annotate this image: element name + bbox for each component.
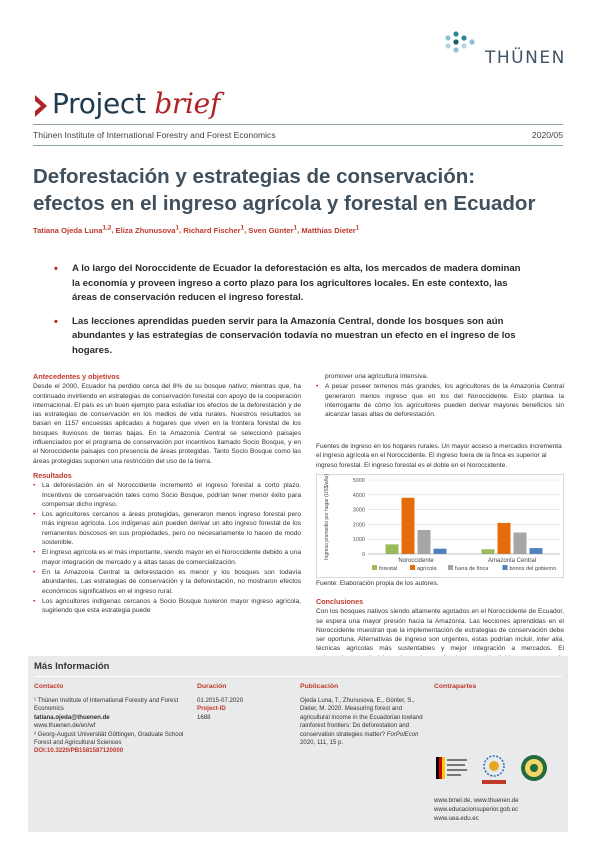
- legend-swatch: [410, 565, 415, 570]
- contact-email[interactable]: tatiana.ojeda@thuenen.de: [34, 713, 110, 721]
- header-rule: [33, 124, 563, 125]
- result-continuation: promover una agricultura intensiva.: [325, 373, 428, 380]
- footer-contact: [34, 683, 184, 754]
- publication-heading: Publicación: [300, 683, 339, 690]
- duration-heading: Duración: [197, 683, 227, 690]
- bar: [402, 498, 415, 554]
- brief-arrow-icon: [33, 95, 47, 117]
- y-tick-label: 2000: [352, 522, 365, 529]
- footer-publication: [300, 683, 424, 747]
- section-heading-conclusions: Conclusiones: [316, 597, 364, 606]
- conclusions-text-1: Con los bosques nativos siendo altamente agotados en el Noroccidente de Ecuador, se espera una mayor presión hacia la Amazonía. Las lecciones aprendidas en el Noroccidente muestran que la implementación de estrategias de conservación debe ser oportuna. Alternativas de ingreso son urgentes, estas podrían incluir,: [316, 608, 564, 644]
- author: Tatiana Ojeda Luna$^{1,2}$: [33, 224, 112, 235]
- publication-text: Ojeda Luna, T., Zhunusova, E., Günter, S., Dieter, M. 2020. Measuring forest and agricultural income in the Ecuadorian lowland rainforest frontiers: Do deforestation and conservation strategies matter? ForPolEcon 2020, 111, 15 p.: [300, 697, 423, 747]
- logo-dot: [453, 47, 458, 52]
- author: Matthias Dieter$^1$: [301, 224, 360, 235]
- conclusions-italic: inter alia: [536, 636, 563, 644]
- partner-link[interactable]: www.educacionsuperior.gob.ec: [434, 806, 519, 814]
- legend-label: forestal: [379, 566, 398, 572]
- footer-duration: [197, 683, 282, 722]
- section-heading-results: Resultados: [33, 470, 72, 480]
- y-tick-label: 1000: [352, 537, 365, 544]
- y-tick-label: 5000: [352, 478, 365, 484]
- logo-dot: [453, 31, 458, 36]
- author-list: Tatiana Ojeda Luna$^{1,2}$, Eliza Zhunusova$^1$, Richard Fischer$^1$, Sven Günter$^1$, Matthias Dieter$^1$: [33, 224, 360, 235]
- project-id-label: Project-ID: [197, 705, 226, 713]
- contact-doi[interactable]: DOI:10.3220/PB1581587120000: [34, 747, 124, 755]
- logo-dot: [445, 43, 450, 48]
- partner-link[interactable]: www.uea.edu.ec: [434, 815, 479, 823]
- title-line-1: Deforestación y estrategias de conservación:: [33, 165, 476, 188]
- senescyt-logo-icon: [482, 756, 506, 784]
- thuenen-logo-text: THÜNEN: [485, 48, 566, 68]
- bar: [498, 523, 511, 554]
- figure-source: Fuente: Elaboración propia de los autores.: [316, 580, 439, 587]
- bar: [530, 548, 543, 554]
- y-tick-label: 0: [361, 552, 365, 558]
- partner-link[interactable]: www.bmel.de, www.thuenen.de: [434, 797, 519, 804]
- thuenen-logo-dots: [444, 30, 484, 56]
- partner-logos: [434, 753, 558, 791]
- bar: [386, 544, 399, 554]
- legend-swatch: [372, 565, 377, 570]
- bar: [418, 530, 431, 554]
- institute-name: Thünen Institute of International Forestry and Forest Economics: [33, 130, 276, 140]
- y-axis-label: Ingreso promedio por hogar (US$/año): [324, 474, 330, 560]
- bar: [482, 549, 495, 554]
- key-point: • A lo largo del Noroccidente de Ecuador la deforestación es alta, los mercados de madera dominan la economía y proveen ingreso a corto plazo para los agricultores locales. En este contexto, las áreas de conservación reducen el ingreso forestal.: [54, 263, 521, 304]
- y-tick-label: 4000: [352, 492, 365, 499]
- series-prefix: Project: [52, 87, 146, 120]
- x-tick-label: Noroccidente: [398, 558, 434, 564]
- footer-rule: [34, 676, 562, 677]
- right-column: [316, 372, 564, 420]
- title-line-2: efectos en el ingreso agrícola y forestal en Ecuador: [33, 192, 536, 215]
- author: Eliza Zhunusova$^1$: [115, 224, 179, 235]
- x-tick-label: Amazonía Central: [487, 558, 537, 564]
- legend-label: agrícola: [417, 566, 437, 572]
- footer-title: Más Información: [34, 661, 110, 672]
- result-bullet: • Los agricultores indígenas cercanos a Socio Bosque tuvieron mayor ingreso agrícola, sugiriendo que esta estrategia puede: [33, 597, 301, 615]
- result-bullet: • A pesar poseer terrenos más grandes, los agricultores de la Amazonía Central generaron menos ingreso que en los del Noroccidente. Esto plantea la interrogante de cómo los agricultores pueden derivar mayores beneficios sin alcanzar tasas altas de deforestación.: [316, 383, 564, 419]
- logo-dot: [461, 35, 466, 40]
- result-bullet: • El ingreso agrícola es el más importante, siendo mayor en el Noroccidente debido a una mayor integración de mercado y a altas tasas de comercialización.: [33, 549, 301, 566]
- conclusions-text-2: , técnicas agrícolas más sustentables y mejor integración a mercados. El: [316, 636, 564, 653]
- contact-heading: Contacto: [34, 683, 64, 690]
- project-id: 1688: [197, 713, 211, 721]
- bmel-logo-icon: [436, 757, 467, 779]
- series-suffix: brief: [154, 87, 221, 120]
- background-text: Desde el 2000, Ecuador ha perdido cerca del 8% de su bosque nativo; mientras que, ha continuado invirtiendo en estrategias de conservación forestal con apoyo de la cooperación internacional. El país es un buen ejemplo para estudiar los efectos de la deforestación y de las estrategias de conservación en los medios de vida rurales. Nuestros resultados se basan en 1157 encuestas aplicadas a hogares que viven en la frontera forestal de los bosques lluviosos de tierras bajas. En la Amazonía Central se seleccionó paisajes influenciados por el programa de conservación por incentivos llamado Socio Bosque, y en el Noroccidente paisajes con presencia de áreas protegidas. Tanto Socio Bosque como las áreas protegidas suponen una restricción del uso de la tierra.: [33, 383, 301, 465]
- logo-dot: [445, 35, 450, 40]
- section-heading-background: Antecedentes y objetivos: [33, 372, 120, 381]
- legend-swatch: [448, 565, 453, 570]
- uea-seal-icon: [521, 755, 547, 781]
- bar: [514, 533, 527, 554]
- partners-heading: Contrapartes: [434, 683, 477, 690]
- footer-partners: [434, 683, 558, 690]
- y-tick-label: 3000: [352, 507, 365, 514]
- header-rule-bottom: [33, 145, 563, 146]
- legend-label: bonos del gobierno: [509, 566, 557, 572]
- issue-number: 2020/05: [531, 130, 563, 140]
- author: Richard Fischer$^1$: [183, 224, 245, 235]
- key-points: [54, 262, 526, 368]
- page-title: [33, 163, 563, 217]
- result-bullet: • La deforestación en el Noroccidente incrementó el ingreso forestal a corto plazo. Incentivos de conservación tales como Socio Bosque, podrían tener menor éxito para compensar dicho ingreso.: [33, 482, 301, 508]
- result-bullet: • Los agricultores cercanos a áreas protegidas, generaron menos ingreso forestal pero más ingreso agrícola. Los indígenas aún pueden derivar un alto ingreso forestal de los remanentes boscosos en sus propiedades, pero no necesariamente lo hacen de modo sostenible.: [33, 511, 301, 547]
- result-bullet: • En la Amazonía Central la deforestación es menor y los bosques son todavía abundantes. Las estrategias de conservación y la deforestación, no mostraron efectos económicos significativos en el ingreso rural.: [33, 568, 301, 595]
- key-point: • Las lecciones aprendidas pueden servir para la Amazonía Central, donde los bosques son aún abundantes y las estrategias de conservación todavía no muestran un efecto en el ingreso de los hogares.: [54, 315, 516, 356]
- duration-dates: 01.2015-07.2020: [197, 697, 244, 704]
- legend-label: fuera de finca: [455, 566, 489, 572]
- legend-swatch: [503, 565, 508, 570]
- logo-dot: [461, 43, 466, 48]
- bar: [434, 549, 447, 554]
- contact-web[interactable]: www.thuenen.de/en/wf: [34, 722, 96, 730]
- income-bar-chart: [316, 474, 564, 578]
- partner-links: [434, 796, 519, 824]
- series-title: [52, 87, 220, 120]
- figure-caption: Fuentes de ingreso en los hogares rurales. Un mayor acceso a mercados incrementa el ingreso agrícola en el Noroccidente. El ingreso fuera de la finca es superior al ingreso forestal. El ingreso forestal es el doble en el Noroccidente.: [316, 443, 562, 469]
- contact-university: ² Georg-August Universität Göttingen, Graduate School Forest and Agricultural Sciences: [34, 730, 184, 747]
- logo-dot: [453, 39, 458, 44]
- contact-institute: ¹ Thünen Institute of International Forestry and Forest Economics: [34, 697, 179, 713]
- left-column: [33, 372, 301, 616]
- logo-dot: [469, 39, 474, 44]
- author: Sven Günter$^1$: [248, 224, 298, 235]
